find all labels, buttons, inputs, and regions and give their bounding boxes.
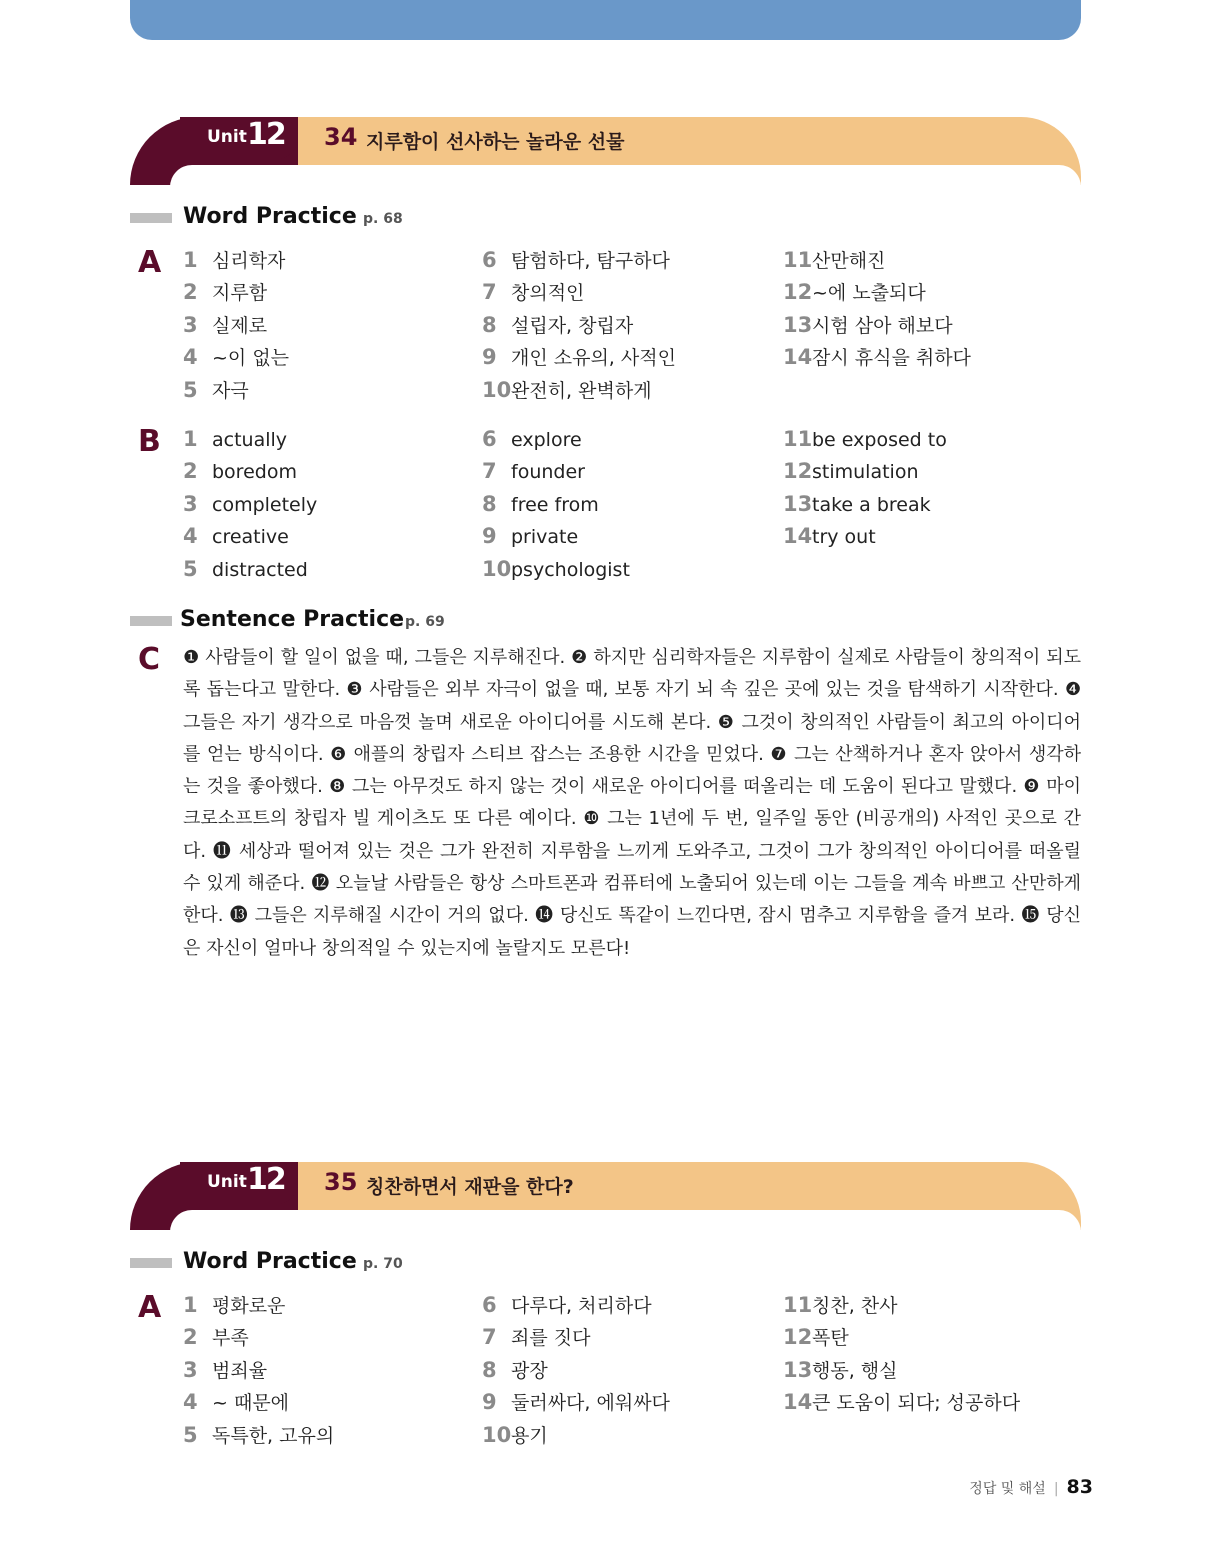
answer-item	[482, 1322, 670, 1354]
answer-item	[482, 424, 630, 456]
item-text: 평화로운	[212, 1295, 286, 1317]
item-number: 5	[183, 1422, 198, 1447]
item-number: 11	[783, 1293, 813, 1317]
translation-paragraph: ❶ 사람들이 할 일이 없을 때, 그들은 지루해진다. ❷ 하지만 심리학자들은 지루함이 실제로 사람들이 창의적이 되도록 돕는다고 말한다. ❸ 사람들은 외부 자극이 없을 때, 보통 자기 뇌 속 깊은 곳에 있는 것을 탐색하기 시작한다. ❹ 그들은 자기 생각으로 마음껏 놀며 새로운 아이디어를 시도해 본다. ❺ 그것이 창의적인 사람들이 최고의 아이디어를 얻는 방식이다. ❻ 애플의 창립자 스티브 잡스는 조용한 시간을 믿었다. ❼ 그는 산책하거나 혼자 앉아서 생각하는 것을 좋아했다. ❽ 그는 아무것도 하지 않는 것이 새로운 아이디어를 떠올리는 데 도움이 된다고 말했다. ❾ 마이크로소프트의 창립자 빌 게이츠도 또 다른 예이다. ❿ 그는 1년에 두 번, 일주일 동안 (비공개의) 사적인 곳으로 간다. ⓫ 세상과 떨어져 있는 것은 그가 완전히 지루함을 느끼게 도와주고, 그것이 그가 창의적인 아이디어를 떠올릴 수 있게 해준다. ⓬ 오늘날 사람들은 항상 스마트폰과 컴퓨터에 노출되어 있는데 이는 그들을 계속 바쁘고 산만하게 한다. ⓭ 그들은 지루해질 시간이 거의 없다. ⓮ 당신도 똑같이 느낀다면, 잠시 멈추고 지루함을 즐겨 보라. ⓯ 당신은 자신이 얼마나 창의적일 수 있는지에 놀랄지도 모른다!	[183, 647, 1081, 959]
answer-column	[783, 1290, 1020, 1420]
item-text: psychologist	[511, 558, 630, 581]
heading-bar	[130, 616, 172, 626]
item-text: 실제로	[212, 314, 268, 337]
answer-item	[482, 310, 676, 342]
section-letter-b: B	[138, 424, 161, 459]
section-title: Word Practice	[183, 1249, 357, 1274]
item-number: 1	[183, 1293, 198, 1317]
item-number: 3	[183, 491, 198, 516]
banner-white-curve	[170, 165, 1081, 189]
unit-banner-34	[130, 117, 1081, 185]
item-number: 4	[183, 524, 198, 549]
item-number: 14	[783, 1390, 813, 1415]
item-number: 14	[783, 345, 813, 370]
item-text: 독특한, 고유의	[212, 1424, 335, 1447]
item-text: creative	[212, 526, 289, 549]
answer-item	[183, 1290, 334, 1322]
item-text: 완전히, 완벽하게	[511, 379, 652, 402]
answer-item	[783, 310, 971, 342]
item-number: 2	[183, 1325, 198, 1350]
footer-label: 정답 및 해설	[969, 1481, 1046, 1497]
item-text: 잠시 휴식을 취하다	[812, 347, 971, 370]
item-number: 12	[783, 1325, 813, 1350]
item-text: ~이 없는	[212, 347, 290, 370]
item-text: private	[511, 526, 579, 549]
answer-item	[183, 1322, 334, 1354]
item-text: free from	[511, 493, 599, 516]
item-number: 11	[783, 427, 813, 451]
answer-item	[183, 277, 289, 309]
section-letter-a: A	[138, 245, 162, 280]
item-number: 7	[482, 1325, 497, 1350]
item-text: 지루함	[212, 282, 268, 305]
answer-column	[783, 245, 971, 375]
answer-item	[183, 424, 317, 456]
answer-item	[183, 489, 317, 521]
page-reference: p. 69	[405, 614, 445, 630]
answer-item	[183, 1420, 334, 1452]
item-text: distracted	[212, 558, 308, 581]
item-number: 6	[482, 248, 497, 272]
answer-item	[482, 521, 630, 553]
answer-item	[482, 342, 676, 374]
item-number: 10	[482, 377, 512, 402]
answer-item	[783, 489, 947, 521]
answer-item	[482, 554, 630, 586]
item-text: 탐험하다, 탐구하다	[511, 250, 670, 272]
banner-white-curve	[170, 1210, 1081, 1234]
item-text: be exposed to	[812, 429, 947, 451]
answer-item	[183, 1387, 334, 1419]
item-number: 6	[482, 427, 497, 451]
answer-item	[183, 245, 289, 277]
lesson-number: 35	[324, 1168, 358, 1196]
page-footer	[969, 1476, 1093, 1498]
item-number: 6	[482, 1293, 497, 1317]
answer-column	[183, 245, 289, 407]
answer-item	[482, 375, 676, 407]
item-number: 13	[783, 1357, 813, 1382]
item-text: 용기	[511, 1424, 548, 1447]
section-letter-a: A	[138, 1290, 162, 1325]
section-letter-c: C	[138, 642, 161, 677]
page-reference: p. 70	[363, 1256, 403, 1272]
item-number: 2	[183, 459, 198, 484]
answer-column	[482, 424, 630, 586]
item-text: 부족	[212, 1327, 249, 1350]
item-number: 8	[482, 1357, 497, 1382]
top-color-bar	[130, 0, 1081, 40]
answer-item	[783, 456, 947, 488]
answer-item	[783, 1290, 1020, 1322]
answer-item	[482, 1420, 670, 1452]
answer-item	[183, 1355, 334, 1387]
item-number: 10	[482, 1422, 512, 1447]
item-text: 산만해진	[812, 250, 886, 272]
item-number: 13	[783, 491, 813, 516]
item-text: 자극	[212, 379, 249, 402]
item-text: 죄를 짓다	[511, 1327, 591, 1350]
item-text: 심리학자	[212, 250, 286, 272]
answer-item	[482, 489, 630, 521]
heading-bar	[130, 1258, 172, 1268]
answer-column	[482, 1290, 670, 1452]
item-number: 9	[482, 524, 497, 549]
item-text: try out	[812, 526, 876, 549]
answer-item	[783, 1387, 1020, 1419]
item-text: 둘러싸다, 에워싸다	[511, 1392, 670, 1415]
answer-item	[783, 521, 947, 553]
item-number: 13	[783, 312, 813, 337]
footer-divider: |	[1053, 1481, 1059, 1497]
item-number: 2	[183, 280, 198, 305]
item-text: 창의적인	[511, 282, 585, 305]
item-text: ~ 때문에	[212, 1392, 290, 1415]
item-text: founder	[511, 461, 585, 484]
answer-item	[482, 1387, 670, 1419]
answer-item	[482, 456, 630, 488]
item-text: take a break	[812, 493, 931, 516]
answer-column	[482, 245, 676, 407]
item-number: 10	[482, 556, 512, 581]
answer-item	[183, 342, 289, 374]
item-number: 5	[183, 377, 198, 402]
item-number: 1	[183, 248, 198, 272]
item-number: 12	[783, 280, 813, 305]
item-number: 7	[482, 280, 497, 305]
item-number: 9	[482, 345, 497, 370]
item-number: 1	[183, 427, 198, 451]
answer-item	[783, 1322, 1020, 1354]
unit-number: 12	[247, 1162, 285, 1197]
answer-item	[783, 277, 971, 309]
item-number: 12	[783, 459, 813, 484]
item-number: 11	[783, 248, 813, 272]
lesson-title: 지루함이 선사하는 놀라운 선물	[366, 131, 625, 153]
answer-item	[183, 554, 317, 586]
item-text: 칭찬, 찬사	[812, 1295, 898, 1317]
answer-item	[183, 375, 289, 407]
item-text: 설립자, 창립자	[511, 314, 634, 337]
item-text: actually	[212, 429, 288, 451]
answer-item	[783, 245, 971, 277]
answer-item	[482, 1290, 670, 1322]
item-text: 시험 삼아 해보다	[812, 314, 953, 337]
section-title: Word Practice	[183, 204, 357, 229]
answer-item	[183, 310, 289, 342]
heading-bar	[130, 213, 172, 223]
answer-item	[183, 521, 317, 553]
section-title: Sentence Practice	[180, 607, 405, 632]
item-text: 폭탄	[812, 1327, 849, 1350]
lesson-number: 34	[324, 123, 358, 151]
item-number: 14	[783, 524, 813, 549]
item-number: 9	[482, 1390, 497, 1415]
answer-item	[482, 1355, 670, 1387]
answer-item	[482, 245, 676, 277]
unit-label: Unit	[207, 1172, 247, 1192]
unit-label: Unit	[207, 127, 247, 147]
item-number: 5	[183, 556, 198, 581]
lesson-title: 칭찬하면서 재판을 한다?	[366, 1176, 574, 1198]
answer-column	[183, 424, 317, 586]
answer-item	[482, 277, 676, 309]
unit-banner-35	[130, 1162, 1081, 1230]
answer-item	[783, 1355, 1020, 1387]
item-number: 4	[183, 345, 198, 370]
item-text: boredom	[212, 461, 297, 484]
answer-column	[183, 1290, 334, 1452]
item-text: 행동, 행실	[812, 1359, 898, 1382]
page-number: 83	[1066, 1476, 1093, 1498]
item-text: 범죄율	[212, 1359, 268, 1382]
unit-number: 12	[247, 117, 285, 152]
item-number: 8	[482, 491, 497, 516]
item-text: 개인 소유의, 사적인	[511, 347, 676, 370]
item-text: completely	[212, 493, 318, 516]
item-text: ~에 노출되다	[812, 282, 926, 305]
answer-item	[783, 342, 971, 374]
answer-item	[783, 424, 947, 456]
item-text: 광장	[511, 1359, 548, 1382]
answer-column	[783, 424, 947, 554]
item-number: 4	[183, 1390, 198, 1415]
item-number: 7	[482, 459, 497, 484]
item-text: stimulation	[812, 461, 919, 484]
item-number: 8	[482, 312, 497, 337]
item-text: explore	[511, 429, 582, 451]
item-text: 다루다, 처리하다	[511, 1295, 652, 1317]
page-reference: p. 68	[363, 211, 403, 227]
item-text: 큰 도움이 되다; 성공하다	[812, 1392, 1021, 1415]
answer-item	[183, 456, 317, 488]
item-number: 3	[183, 1357, 198, 1382]
item-number: 3	[183, 312, 198, 337]
